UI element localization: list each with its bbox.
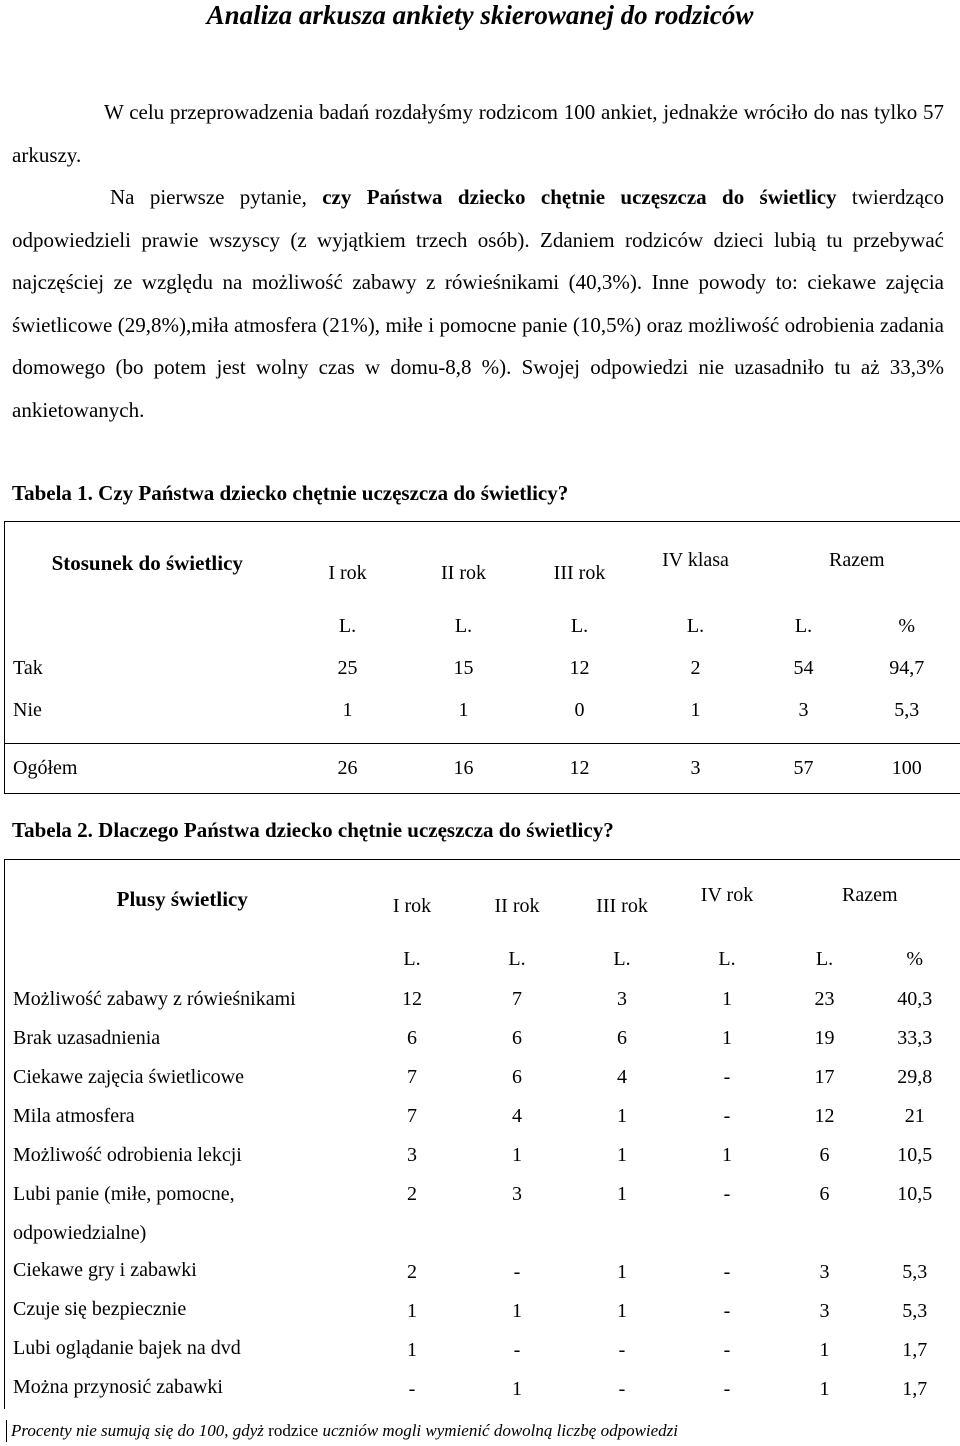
table2-cell: 1 <box>722 1026 732 1049</box>
table2-col-5: Razem <box>780 860 960 939</box>
table2 <box>4 859 960 1409</box>
table2-cell: 3 <box>512 1182 522 1205</box>
table2-col-3: III rok <box>570 860 675 939</box>
table2-row-label: Mila atmosfera <box>5 1097 360 1136</box>
table1-total-label: Ogółem <box>5 744 290 794</box>
table2-cell: 40,3 <box>870 980 960 1019</box>
table1-header-label: Stosunek do świetlicy <box>5 522 290 606</box>
table1-row-label: Nie <box>5 690 290 732</box>
table1-sub: L. <box>338 615 357 637</box>
table1-sub: L. <box>570 615 589 637</box>
table2-sub: % <box>870 939 960 980</box>
table1-total-cell: 16 <box>406 744 522 794</box>
table2-sub: L. <box>403 947 421 970</box>
table2-col-4: IV rok <box>675 860 780 939</box>
table2-col-1: I rok <box>360 860 465 939</box>
table2-cell: 5,3 <box>870 1292 960 1331</box>
intro-text: W celu przeprowadzenia badań rozdałyśmy rodzicom 100 ankiet, jednakże wróciło do nas tylko 57 arkuszy. <box>12 100 944 167</box>
table2-cell: 7 <box>512 987 522 1010</box>
table2-cell: - <box>723 1182 731 1205</box>
table2-row-label: Czuje się bezpiecznie <box>5 1292 360 1331</box>
table2-cell: 5,3 <box>870 1253 960 1292</box>
table2-row-label: odpowiedzialne) <box>5 1214 360 1253</box>
footnote-part-3: uczniów mogli wymienić dowolną liczbę odpowiedzi <box>318 1421 679 1440</box>
table1-cell: 1 <box>458 699 469 721</box>
table2-cell: 4 <box>512 1104 522 1127</box>
table2-cell: - <box>408 1377 416 1400</box>
table1-cell: 0 <box>574 699 585 721</box>
table2-cell: - <box>723 1338 731 1361</box>
table1-row-label: Tak <box>5 648 290 690</box>
table1-sub: L. <box>686 615 705 637</box>
table1-cell: 1 <box>690 699 701 721</box>
table2-row-label: Możliwość zabawy z rówieśnikami <box>5 980 360 1019</box>
table2-cell: 3 <box>819 1260 830 1283</box>
table2-cell <box>465 1214 570 1253</box>
table2-row-label: Brak uzasadnienia <box>5 1019 360 1058</box>
table2-row-label: Można przynosić zabawki <box>5 1370 360 1409</box>
table1-cell: 54 <box>793 657 814 679</box>
table2-row-label: Lubi panie (miłe, pomocne, <box>5 1175 360 1214</box>
table2-cell: 6 <box>512 1065 522 1088</box>
footnote-part-1: Procenty nie sumują się do 100, gdyż <box>11 1421 269 1440</box>
table1-total-cell: 12 <box>522 744 638 794</box>
table2-cell: - <box>723 1377 731 1400</box>
table2-sub-blank <box>5 939 360 980</box>
table1-col-2: II rok <box>406 522 522 606</box>
table1-cell: 12 <box>569 657 590 679</box>
table1-cell: 1 <box>342 699 353 721</box>
table2-cell <box>675 1214 780 1253</box>
table1-sub: % <box>854 606 960 648</box>
table1-cell: 2 <box>690 657 701 679</box>
table2-row-label: Ciekawe zajęcia świetlicowe <box>5 1058 360 1097</box>
footnote <box>6 1420 959 1442</box>
table1-cell: 5,3 <box>854 690 960 732</box>
table1-total-cell: 26 <box>290 744 406 794</box>
table2-cell: 33,3 <box>870 1019 960 1058</box>
table2-cell: 7 <box>407 1065 417 1088</box>
table1-col-1: I rok <box>290 522 406 606</box>
table2-cell <box>360 1214 465 1253</box>
table2-cell <box>780 1214 870 1253</box>
table2-cell: 1 <box>407 1299 417 1322</box>
table2-cell: 1 <box>617 1143 627 1166</box>
results-text-body: twierdząco odpowiedzieli prawie wszyscy (z wyjątkiem trzech osób). Zdaniem rodziców dzieci lubią tu przebywać najczęściej ze względu na możliwość zabawy z rówieśnikami (40,3%). Inne powody to: ciekawe zajęcia świetlicowe (29,8%),miła atmosfera (21%), miłe i pomocne panie (10,5%) oraz możliwość odrobienia zadania domowego (bo potem jest wolny czas w domu-8,8 %). Swojej odpowiedzi nie uzasadniło tu aż 33,3% ankietowanych. <box>12 185 944 422</box>
table2-cell: 6 <box>819 1182 830 1205</box>
table2-cell: 1 <box>617 1182 627 1205</box>
table1-cell: 94,7 <box>854 648 960 690</box>
table2-col-2: II rok <box>465 860 570 939</box>
table2-cell: 3 <box>407 1143 417 1166</box>
table2-cell: 19 <box>814 1026 835 1049</box>
intro-paragraph <box>12 91 944 176</box>
table1-cell: 25 <box>337 657 358 679</box>
table1-total-cell: 57 <box>754 744 854 794</box>
results-question: czy Państwa dziecko chętnie uczęszcza do świetlicy <box>322 185 837 209</box>
table2-cell: - <box>513 1260 521 1283</box>
results-paragraph <box>12 176 944 431</box>
table2-cell: - <box>723 1299 731 1322</box>
table2-cell: 1,7 <box>870 1331 960 1370</box>
table2-cell: 6 <box>819 1143 830 1166</box>
table2-cell: 1 <box>819 1377 830 1400</box>
table2-cell: - <box>723 1260 731 1283</box>
table1-col-5: Razem <box>754 522 960 606</box>
table1-col-3: III rok <box>522 522 638 606</box>
table2-sub: L. <box>718 947 736 970</box>
results-text-lead: Na pierwsze pytanie, <box>110 185 323 209</box>
table2-cell: 3 <box>617 987 627 1010</box>
table2-cell: 1 <box>407 1338 417 1361</box>
table1-total-cell: 100 <box>854 744 960 794</box>
table2-cell: 6 <box>407 1026 417 1049</box>
table1-sub: L. <box>454 615 473 637</box>
table1-total-cell: 3 <box>638 744 754 794</box>
table2-cell: 6 <box>617 1026 627 1049</box>
table2-cell: - <box>618 1377 626 1400</box>
table2-cell: 2 <box>407 1260 417 1283</box>
table2-cell: 17 <box>814 1065 835 1088</box>
table2-cell: - <box>723 1104 731 1127</box>
table2-cell: 2 <box>407 1182 417 1205</box>
table2-cell: 12 <box>814 1104 835 1127</box>
table2-cell: 1 <box>617 1299 627 1322</box>
table1-caption: Tabela 1. Czy Państwa dziecko chętnie uczęszcza do świetlicy? <box>12 481 569 505</box>
table2-cell: 21 <box>870 1097 960 1136</box>
table1-cell: 15 <box>453 657 474 679</box>
table2-sub: L. <box>613 947 631 970</box>
table2-header-label: Plusy świetlicy <box>5 860 360 939</box>
table2-cell: - <box>723 1065 731 1088</box>
table2-cell: 23 <box>814 987 835 1010</box>
table2-row-label: Lubi oglądanie bajek na dvd <box>5 1331 360 1370</box>
table2-cell: 1 <box>722 987 732 1010</box>
table1 <box>4 521 960 794</box>
table2-cell: 12 <box>402 987 422 1010</box>
table2-cell: 1 <box>617 1104 627 1127</box>
table2-cell: - <box>513 1338 521 1361</box>
table2-cell: 6 <box>512 1026 522 1049</box>
table2-sub: L. <box>815 947 834 970</box>
table2-cell: 1 <box>819 1338 830 1361</box>
table2-cell: 1 <box>512 1299 522 1322</box>
footnote-part-2: rodzice <box>268 1421 319 1440</box>
table2-cell: 1 <box>617 1260 627 1283</box>
table1-cell: 3 <box>798 699 809 721</box>
table2-cell: 1,7 <box>870 1370 960 1409</box>
table2-row-label: Ciekawe gry i zabawki <box>5 1253 360 1292</box>
table2-cell: 4 <box>617 1065 627 1088</box>
table2-sub: L. <box>508 947 526 970</box>
table2-cell: 1 <box>722 1143 732 1166</box>
table2-cell: 10,5 <box>870 1175 960 1214</box>
table2-caption: Tabela 2. Dlaczego Państwa dziecko chętnie uczęszcza do świetlicy? <box>12 818 614 842</box>
table2-cell: 10,5 <box>870 1136 960 1175</box>
document-title: Analiza arkusza ankiety skierowanej do rodziców <box>206 0 754 30</box>
table2-cell: 1 <box>512 1143 522 1166</box>
table2-cell: 29,8 <box>870 1058 960 1097</box>
table2-cell: 3 <box>819 1299 830 1322</box>
table2-cell <box>570 1214 675 1253</box>
table1-col-4: IV klasa <box>638 522 754 606</box>
table2-cell <box>870 1214 960 1253</box>
table2-cell: 7 <box>407 1104 417 1127</box>
table2-cell: - <box>618 1338 626 1361</box>
table2-cell: 1 <box>512 1377 522 1400</box>
table1-sub: L. <box>794 615 813 637</box>
table1-sub-blank <box>5 606 290 648</box>
table2-row-label: Możliwość odrobienia lekcji <box>5 1136 360 1175</box>
